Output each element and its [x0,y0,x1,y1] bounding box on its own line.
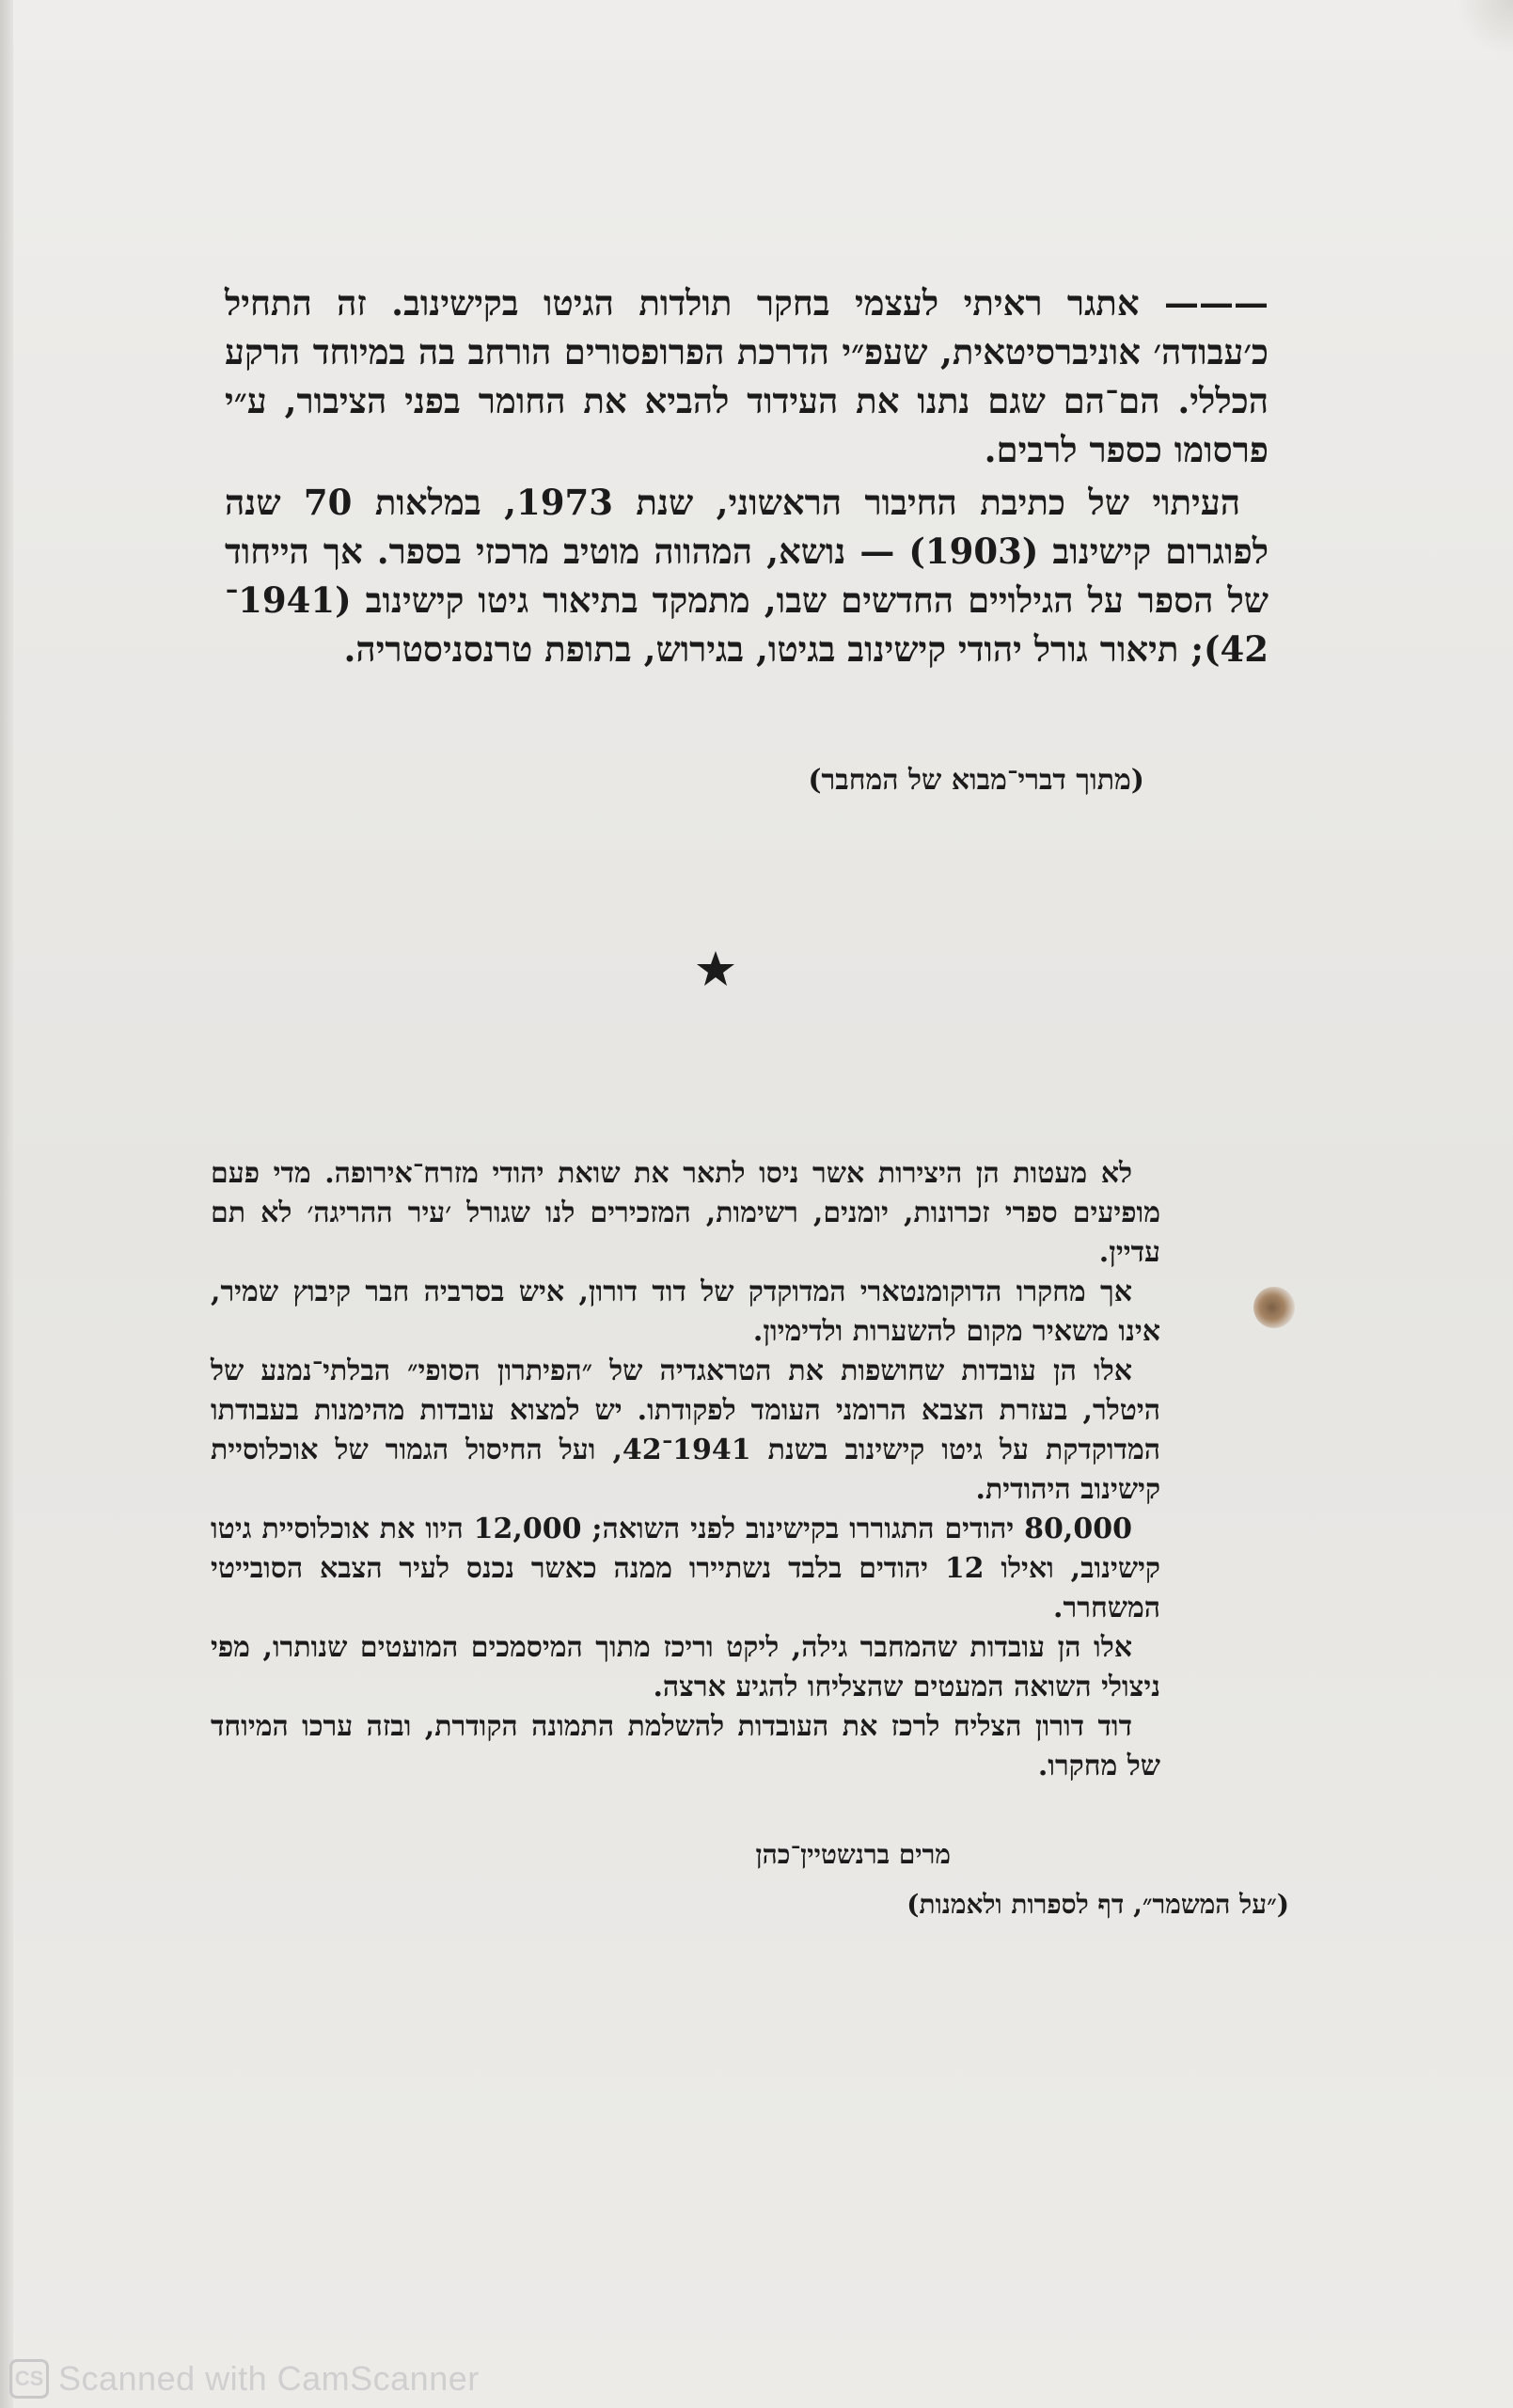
review-paragraph-3: אלו הן עובדות שחושפות את הטראגדיה של ״הפיתרון הסופי״ הבלתי־נמנע של היטלר, בעזרת הצבא הרומני העומד לפקודתו. יש למצוא עובדות מהימנות בעבודתו המדוקדקת על גיטו קישינוב בשנת 1941־42, ועל החיסול הגמור של אוכלוסיית קישינוב היהודית. [211,1354,1160,1506]
intro-paragraph-1: ——— אתגר ראיתי לעצמי בחקר תולדות הגיטו בקישינוב. זה התחיל כ׳עבודה׳ אוניברסיטאית, שעפ״י הדרכת הפרופסורים הורחב בה במיוחד הרקע הכללי. הם־הם שגם נתנו את העידוד להביא את החומר בפני הציבור, ע״י פרסומו כספר לרבים. [225,282,1269,470]
review-author: מרים ברנשטיין־כהן [755,1839,951,1870]
intro-source: (מתוך דברי־מבוא של המחבר) [808,764,1144,797]
review-paragraph-2: אך מחקרו הדוקומנטארי המדוקדק של דוד דורון, איש בסרביה חבר קיבוץ שמיר, אינו משאיר מקום להשערות ולדימיון. [211,1275,1160,1348]
camscanner-logo-icon: CS [9,2359,49,2399]
intro-paragraph-2: העיתוי של כתיבת החיבור הראשוני, שנת 1973, במלאות 70 שנה לפוגרום קישינוב (1903) — נושא, המהווה מוטיב מרכזי בספר. אך הייחוד של הספר על הגילויים החדשים שבו, מתמקד בתיאור גיטו קישינוב (1941־42); תיאור גורל יהודי קישינוב בגיטו, בגירוש, בתופת טרנסניסטריה. [225,482,1269,670]
review-paragraph-4: 80,000 יהודים התגוררו בקישינוב לפני השואה; 12,000 היוו את אוכלוסיית גיטו קישינוב, ואילו 12 יהודים בלבד נשתיירו ממנה כאשר נכנס לעיר הצבא הסובייטי המשחרר. [211,1513,1160,1624]
scanner-watermark [0,2350,592,2408]
page-corner-shadow [1457,0,1513,56]
watermark-text: Scanned with CamScanner [58,2359,480,2398]
page-edge-shadow [0,0,13,2408]
review-paragraph-5: אלו הן עובדות שהמחבר גילה, ליקט וריכז מתוך המיסמכים המועטים שנותרו, מפי ניצולי השואה המעטים שהצליחו להגיע ארצה. [211,1631,1160,1703]
star-icon [695,948,736,990]
review-paragraph-1: לא מעטות הן היצירות אשר ניסו לתאר את שואת יהודי מזרח־אירופה. מדי פעם מופיעים ספרי זכרונות, יומנים, רשימות, המזכירים לנו שגורל ׳עיר ההריגה׳ לא תם עדיין. [211,1157,1160,1269]
review-source: (״על המשמר״, דף לספרות ולאמנות) [906,1889,1289,1920]
paper-stain [1253,1287,1295,1328]
review-paragraph-6: דוד דורון הצליח לרכז את העובדות להשלמת התמונה הקודרת, ובזה ערכו המיוחד של מחקרו. [211,1710,1160,1782]
